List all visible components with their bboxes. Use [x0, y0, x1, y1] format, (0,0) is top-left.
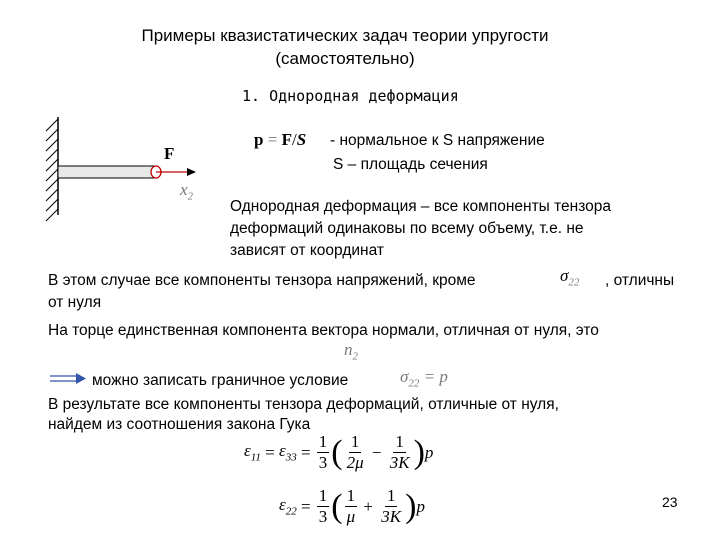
equation-eps22: $\varepsilon_{22}$ = $\frac{1}{3}$ ( $\frac{1}{\mu}$ + $\frac{1}{3K}$ ) p [279, 486, 425, 526]
formula-F: F [281, 130, 292, 149]
definition-line-1: Однородная деформация – все компоненты тензора [230, 198, 612, 215]
eq1-minus: − [367, 442, 386, 462]
pressure-description: - нормальное к S напряжение [330, 132, 545, 149]
eq1-p: p [424, 442, 434, 462]
eq1-eq: = [296, 442, 315, 462]
stress-text: В этом случае все компоненты тензора напряжений, кроме [48, 272, 476, 289]
eq1-frac-num: 1 [318, 432, 328, 451]
eps22: ε [279, 495, 286, 515]
boundary-text: можно записать граничное условие [92, 372, 349, 389]
formula-S: S [296, 130, 307, 149]
eq2-frac2-num: 1 [346, 486, 356, 505]
eq2-p: p [416, 496, 425, 516]
eps33: ε [278, 441, 286, 461]
eq1-frac2-den: 2μ [346, 453, 364, 472]
formula-p: p [254, 130, 264, 149]
wall-hatch [46, 117, 58, 221]
force-arrow-head [187, 168, 196, 176]
equation-eps11: $\varepsilon_{11}$ = $\varepsilon_{33}$ = $\frac{1}{3}$ ( $\frac{1}{2\mu}$ − $\frac{1}{3K}$ ) p [244, 432, 434, 472]
boundary-sigma-sub: 22 [408, 377, 420, 390]
eq1-frac3-den: 3K [389, 453, 410, 472]
eq2-frac3-den: 3K [381, 507, 402, 526]
eq2-frac-num: 1 [318, 486, 328, 505]
eps11: ε [244, 441, 251, 461]
boundary-sigma: σ [400, 367, 409, 386]
result-line-2: найдем из соотношения закона Гука [48, 416, 311, 433]
eq2-frac-den: 3 [318, 507, 328, 526]
eq2-eq: = [296, 496, 315, 516]
page-title: Примеры квазистатических задач теории упругости [141, 26, 549, 45]
normal-n: n [344, 340, 353, 359]
implies-arrow-icon [50, 373, 88, 385]
eq2-frac3-num: 1 [386, 486, 396, 505]
formula-eq: = [263, 130, 282, 149]
normal-text: На торце единственная компонента вектора нормали, отличная от нуля, это [48, 322, 599, 339]
rod [58, 166, 156, 178]
boundary-eq: = p [419, 367, 448, 386]
sigma-22: σ [560, 266, 569, 285]
rod-figure [30, 115, 200, 225]
stress-text-line-2: от нуля [48, 294, 102, 311]
section-heading: 1. Однородная деформация [242, 87, 459, 105]
page-number: 23 [662, 494, 678, 510]
sigma-22-sub: 22 [568, 276, 580, 289]
normal-n-sub: 2 [352, 350, 358, 363]
eq1-frac2-num: 1 [350, 432, 360, 451]
result-line-1: В результате все компоненты тензора деформаций, отличные от нуля, [48, 396, 559, 413]
eq1-frac-den: 3 [318, 453, 328, 472]
eps33-sub: 33 [285, 451, 297, 464]
eq2-frac2-den: μ [346, 507, 356, 526]
area-description: S – площадь сечения [333, 156, 488, 173]
stress-text-end: , отличны [605, 272, 675, 289]
definition-line-2: деформаций одинаковы по всему объему, т.е. не [230, 220, 584, 237]
eq1-mid: = [260, 442, 279, 462]
eps11-sub: 11 [250, 451, 261, 464]
page-title-note: (самостоятельно) [275, 49, 415, 68]
definition-line-3: зависят от координат [230, 242, 384, 259]
force-label: F [164, 144, 175, 163]
formula-slash: / [291, 130, 297, 149]
eq1-frac3-num: 1 [395, 432, 404, 451]
axis-label-sub: 2 [187, 190, 194, 203]
axis-label: x [180, 180, 188, 199]
eq2-plus: + [359, 496, 378, 516]
eps22-sub: 22 [285, 505, 297, 518]
